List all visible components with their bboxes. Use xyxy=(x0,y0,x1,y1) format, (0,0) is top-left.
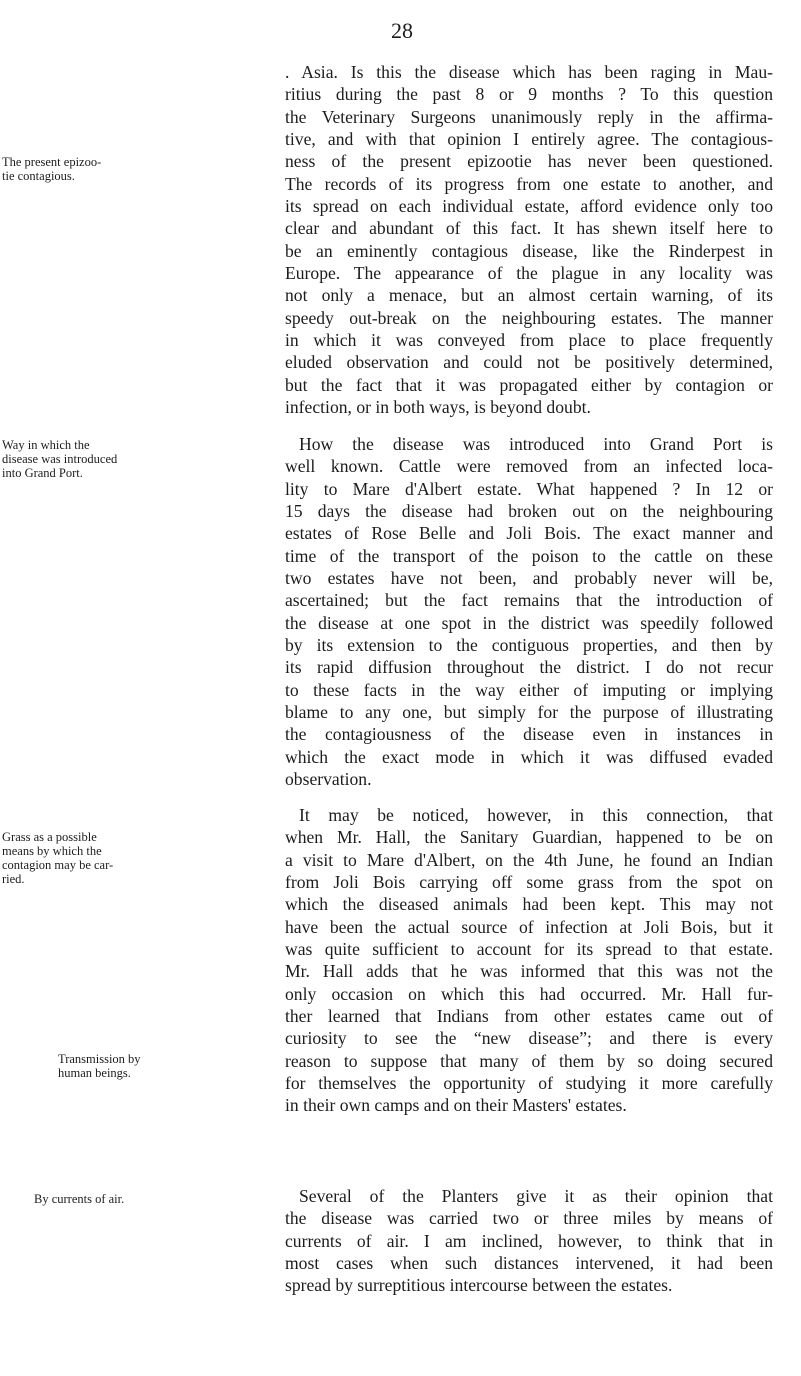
text-line: when Mr. Hall, the Sanitary Guardian, happened to be on xyxy=(285,827,773,848)
margin-note-line: Transmission by xyxy=(58,1052,141,1066)
margin-note-line: disease was introduced xyxy=(2,452,118,466)
text-line: which the diseased animals had been kept. This may not xyxy=(285,894,773,915)
text-line: lity to Mare d'Albert estate. What happened ? In 12 or xyxy=(285,478,773,499)
text-line: estates of Rose Belle and Joli Bois. The exact manner and xyxy=(285,523,773,544)
text-line: speedy out-break on the neighbouring estates. The manner xyxy=(285,307,773,328)
margin-note-line: Way in which the xyxy=(2,438,90,452)
margin-note-line: means by which the xyxy=(2,844,102,858)
text-line: ascertained; but the fact remains that the introduction of xyxy=(285,590,773,611)
margin-note-line: By currents of air. xyxy=(34,1192,125,1206)
text-line: curiosity to see the “new disease”; and there is every xyxy=(285,1028,773,1049)
margin-note-line: ried. xyxy=(2,872,25,886)
text-line: by its extension to the contiguous properties, and then by xyxy=(285,635,773,656)
margin-note-line: Grass as a possible xyxy=(2,830,97,844)
text-line: infection, or in both ways, is beyond doubt. xyxy=(285,397,591,418)
text-line: ther learned that Indians from other estates came out of xyxy=(285,1006,773,1027)
text-line: spread by surreptitious intercourse between the estates. xyxy=(285,1275,673,1296)
text-line: not only a menace, but an almost certain warning, of its xyxy=(285,285,773,306)
text-line: but the fact that it was propagated either by contagion or xyxy=(285,374,773,395)
text-line: have been the actual source of infection at Joli Bois, but it xyxy=(285,916,773,937)
margin-note-transmission xyxy=(58,1052,336,1080)
text-line: How the disease was introduced into Grand Port is xyxy=(299,434,773,454)
text-line: the disease was carried two or three miles by means of xyxy=(285,1208,773,1229)
text-line: be an eminently contagious disease, like the Rinderpest in xyxy=(285,240,773,261)
text-line: a visit to Mare d'Albert, on the 4th June, he found an Indian xyxy=(285,849,773,870)
text-line: time of the transport of the poison to the cattle on these xyxy=(285,545,773,566)
paragraph-grass-transmission xyxy=(285,804,773,1117)
paragraph-currents-of-air xyxy=(285,1185,773,1297)
margin-note-line: contagion may be car- xyxy=(2,858,114,872)
text-line: only occasion on which this had occurred. Mr. Hall fur- xyxy=(285,983,773,1004)
text-line: eluded observation and could not be positively determined, xyxy=(285,352,773,373)
text-line: currents of air. I am inclined, however, to think that in xyxy=(285,1230,773,1251)
text-line: which the exact mode in which it was diffused evaded xyxy=(285,746,773,767)
page-number: 28 xyxy=(391,18,413,43)
margin-note-line: tie contagious. xyxy=(2,169,75,183)
text-line: its rapid diffusion throughout the district. I do not recur xyxy=(285,657,773,678)
text-line: tive, and with that opinion I entirely agree. The contagious- xyxy=(285,129,773,150)
text-line: two estates have not been, and probably never will be, xyxy=(285,568,773,589)
text-line: in their own camps and on their Masters' estates. xyxy=(285,1095,627,1116)
text-line: It may be noticed, however, in this connection, that xyxy=(299,805,773,825)
text-line: the Veterinary Surgeons unanimously reply in the affirma- xyxy=(285,106,773,127)
margin-note-present-epizootie xyxy=(2,155,280,183)
text-line: Several of the Planters give it as their opinion that xyxy=(299,1186,773,1206)
text-line: The records of its progress from one estate to another, and xyxy=(285,173,773,194)
text-line: in which it was conveyed from place to place frequently xyxy=(285,330,773,351)
text-line: blame to any one, but simply for the purpose of illustrating xyxy=(285,702,773,723)
text-line: Europe. The appearance of the plague in any locality was xyxy=(285,263,773,284)
text-line: for themselves the opportunity of studying it more carefully xyxy=(285,1073,773,1094)
margin-note-line: The present epizoo- xyxy=(2,155,102,169)
margin-note-grass xyxy=(2,830,280,886)
text-line: from Joli Bois carrying off some grass from the spot on xyxy=(285,872,773,893)
text-line: to these facts in the way either of imputing or implying xyxy=(285,679,773,700)
text-line: 15 days the disease had broken out on the neighbouring xyxy=(285,501,773,522)
text-line: reason to suppose that many of them by so doing secured xyxy=(285,1050,773,1071)
margin-note-line: into Grand Port. xyxy=(2,466,83,480)
margin-note-grand-port xyxy=(2,438,280,480)
text-line: was quite sufficient to account for its spread to that estate. xyxy=(285,939,773,960)
text-line: clear and abundant of this fact. It has shewn itself here to xyxy=(285,218,773,239)
text-line: the disease at one spot in the district was speedily followed xyxy=(285,612,773,633)
paragraph-grand-port xyxy=(285,433,773,791)
text-line: ness of the present epizootie has never been questioned. xyxy=(285,151,773,172)
text-line: . Asia. Is this the disease which has been raging in Mau- xyxy=(285,62,773,82)
text-line: its spread on each individual estate, afford evidence only too xyxy=(285,196,773,217)
margin-note-currents xyxy=(34,1192,312,1206)
text-line: observation. xyxy=(285,769,372,790)
text-line: most cases when such distances intervened, it had been xyxy=(285,1253,773,1274)
text-line: the contagiousness of the disease even in instances in xyxy=(285,724,773,745)
paragraph-asia-contagiousness xyxy=(285,61,773,419)
text-line: ritius during the past 8 or 9 months ? To this question xyxy=(285,84,773,105)
text-line: well known. Cattle were removed from an infected loca- xyxy=(285,456,773,477)
margin-note-line: human beings. xyxy=(58,1066,131,1080)
text-line: Mr. Hall adds that he was informed that this was not the xyxy=(285,961,773,982)
